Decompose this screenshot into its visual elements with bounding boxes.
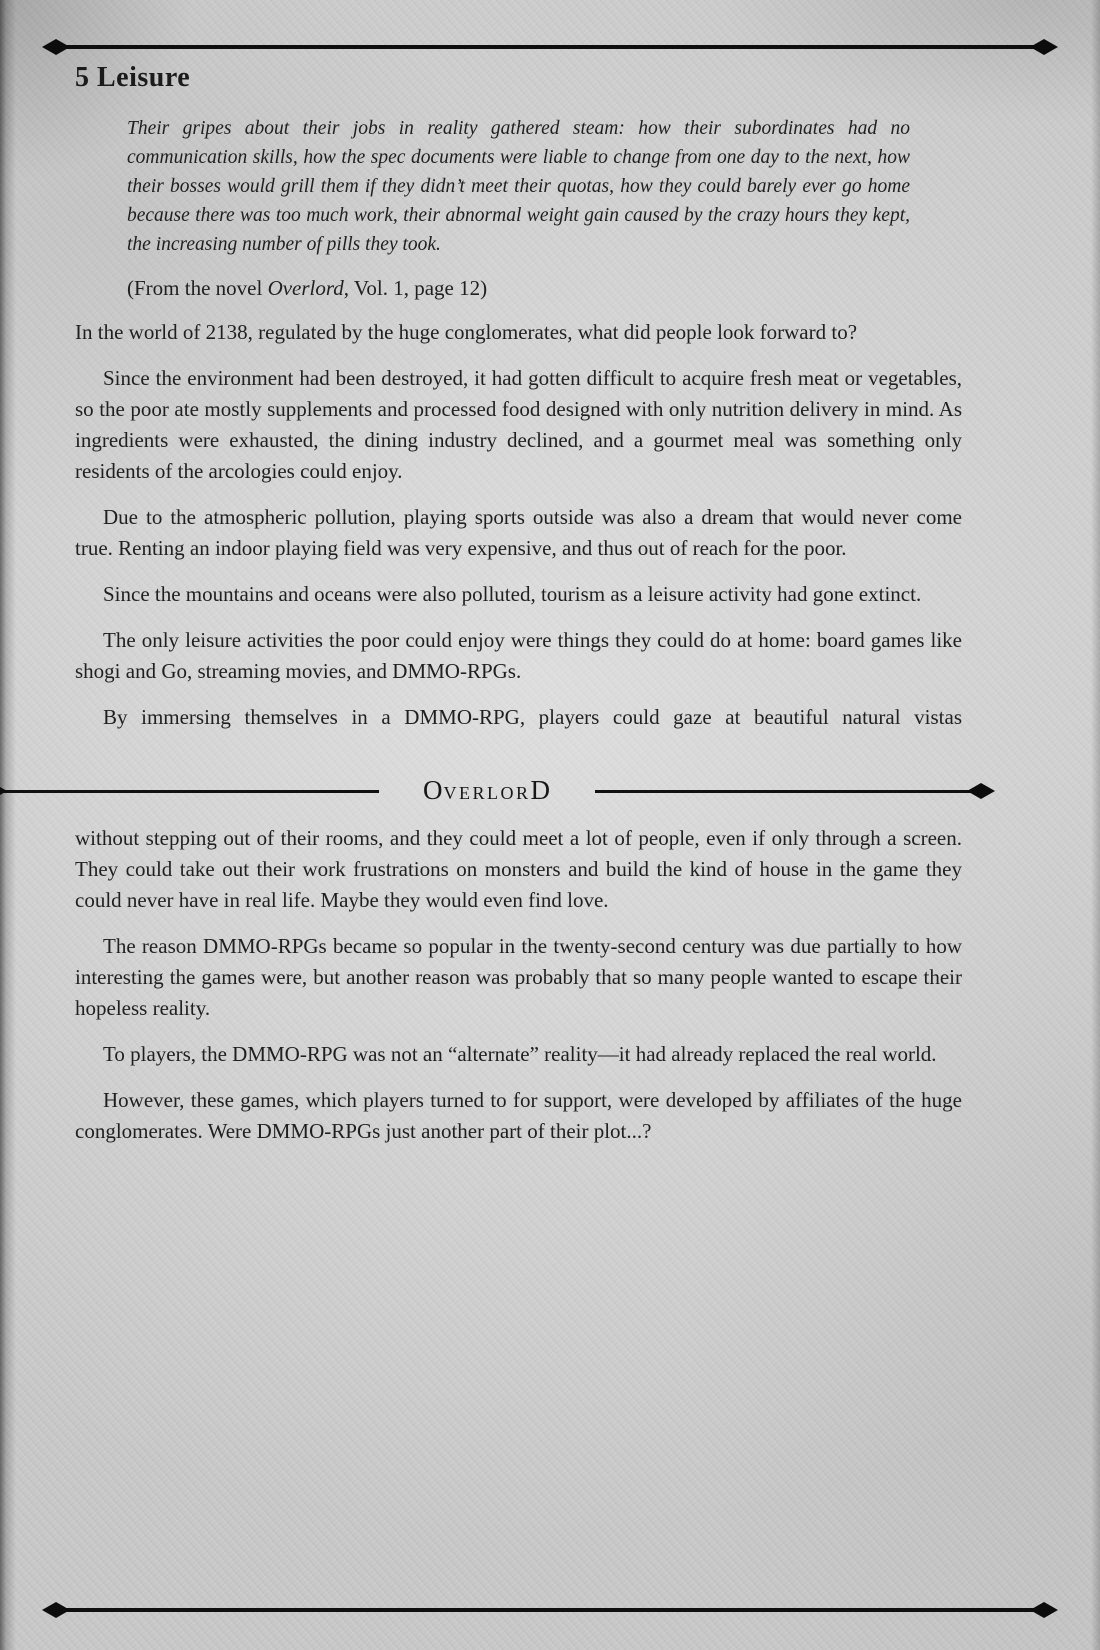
- body-paragraph: However, these games, which players turned to for support, were developed by affiliates of the huge conglomerates. Were DMMO-RPGs just another part of their plot...?: [75, 1088, 962, 1143]
- bottom-rule: [42, 1602, 1058, 1618]
- attribution-book-title: Overlord: [267, 276, 344, 300]
- diamond-icon: [0, 783, 7, 799]
- page-content: [75, 0, 962, 1147]
- logo-letter: O: [423, 774, 444, 805]
- body-paragraph: without stepping out of their rooms, and they could meet a lot of people, even if only through a screen. They could take out their work frustrations on monsters and build the kind of house in the game they could never have in real life. Maybe they would even find love.: [75, 826, 962, 912]
- body-paragraph: Due to the atmospheric pollution, playing sports outside was also a dream that would never come true. Renting an indoor playing field was very expensive, and thus out of reach for the poor.: [75, 505, 962, 560]
- diamond-icon: [42, 1602, 70, 1618]
- divider-line: [595, 790, 971, 793]
- diamond-icon: [42, 39, 70, 55]
- diamond-icon: [1030, 39, 1058, 55]
- divider-line: [3, 790, 379, 793]
- logo-letters: VERLOR: [443, 782, 531, 803]
- diamond-icon: [967, 783, 995, 799]
- rule-line: [66, 1608, 1034, 1612]
- logo-letter: D: [530, 774, 551, 805]
- body-paragraph: The reason DMMO-RPGs became so popular in the twenty-second century was due partially to how interesting the games were, but another reason was probably that so many people wanted to escape their hopeless reality.: [75, 934, 962, 1020]
- body-paragraph: To players, the DMMO-RPG was not an “alternate” reality—it had already replaced the real world.: [103, 1042, 937, 1066]
- body-paragraph: Since the environment had been destroyed, it had gotten difficult to acquire fresh meat or vegetables, so the poor ate mostly supplements and processed food designed with only nutrition delivery in mind. As ingredients were exhausted, the dining industry declined, and a gourmet meal was something only residents of the arcologies could enjoy.: [75, 366, 962, 483]
- quote-attribution: [127, 275, 962, 302]
- attribution-prefix: (From the novel: [127, 276, 268, 300]
- section-heading: 5 Leisure: [75, 62, 191, 93]
- overlord-logo-text: [423, 774, 551, 805]
- body-paragraph: In the world of 2138, regulated by the huge conglomerates, what did people look forward to?: [75, 320, 858, 344]
- body-paragraph: The only leisure activities the poor could enjoy were things they could do at home: board games like shogi and Go, streaming movies, and DMMO-RPGs.: [75, 628, 962, 683]
- diamond-icon: [1030, 1602, 1058, 1618]
- section-divider: [0, 774, 995, 805]
- epigraph-quote: Their gripes about their jobs in reality gathered steam: how their subordinates had no communication skills, how the spec documents were liable to change from one day to the next, how their bosses would grill them if they didn’t meet their quotas, how they could barely ever go home because there was too much work, their abnormal weight gain caused by the crazy hours they kept, the increasing number of pills they took.: [127, 118, 910, 255]
- attribution-suffix: , Vol. 1, page 12): [343, 276, 488, 300]
- body-paragraph: Since the mountains and oceans were also polluted, tourism as a leisure activity had gone extinct.: [103, 582, 922, 606]
- body-paragraph: By immersing themselves in a DMMO-RPG, players could gaze at beautiful natural vistas: [103, 705, 962, 729]
